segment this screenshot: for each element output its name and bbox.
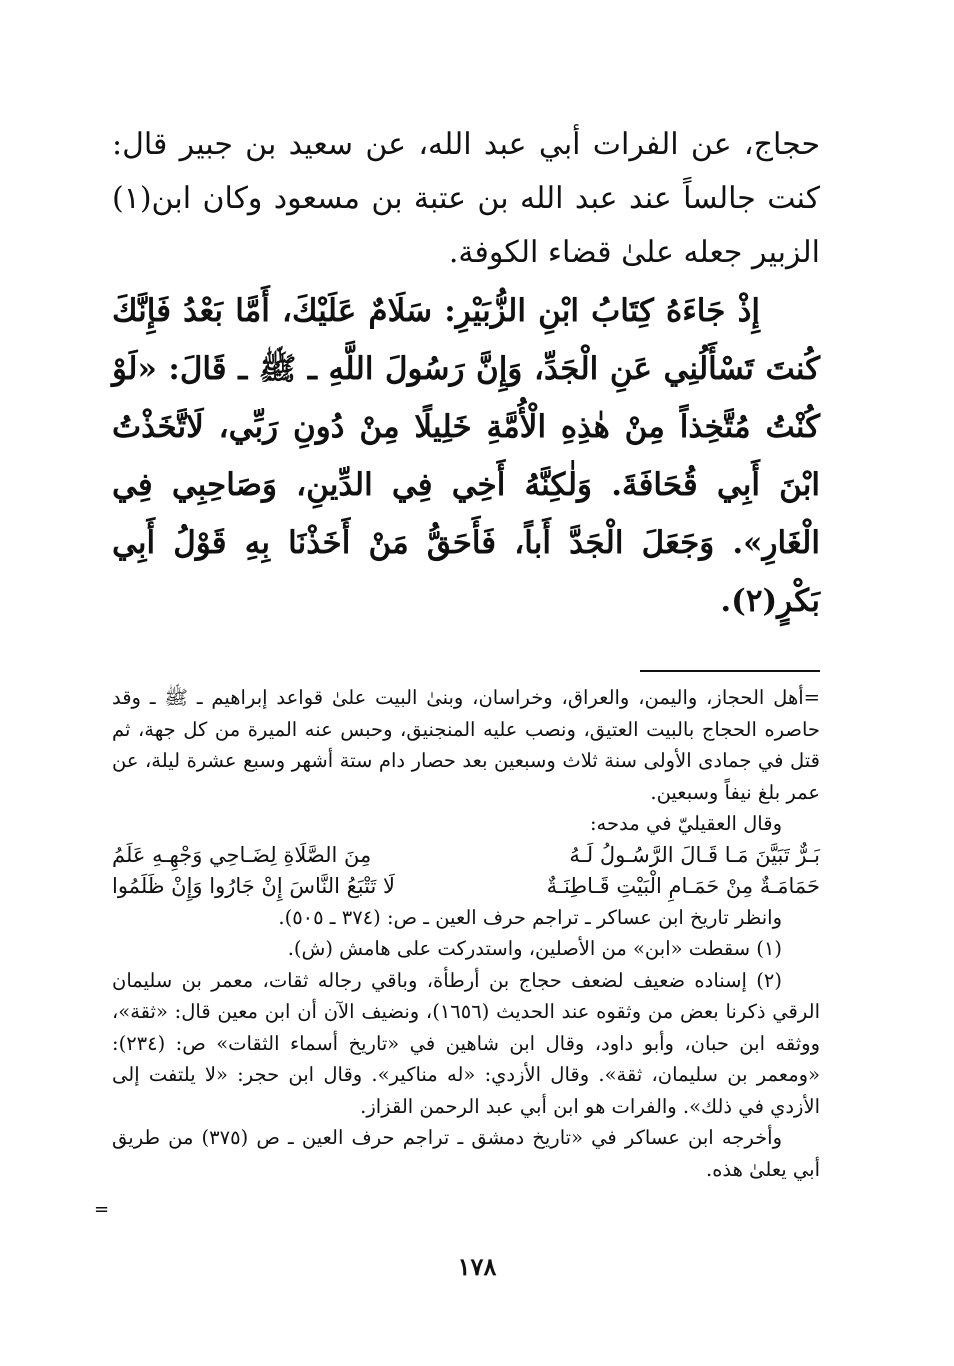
page-number: ١٧٨ <box>457 1252 497 1281</box>
verse-2-second-hemistich: لَا تَتْبَعُ النَّاسَ إِنْ جَارُوا وَإِنْ ظَلَمُوا <box>112 873 395 898</box>
continuation-mark: = <box>94 1199 110 1220</box>
verse-line-2 <box>112 871 820 902</box>
footnote-separator <box>640 670 820 672</box>
footnote-2: (٢) إسناده ضعيف لضعف حجاج بن أرطأة، وباقي رجاله ثقات، معمر بن سليمان الرقي ذكرنا بعض من وثقوه عند الحديث (١٦٥٦)، ونضيف الآن أن ابن معين قال: «ثقة»، ووثقه ابن حبان، وأبو داود، وقال ابن شاهين في «تاريخ أسماء الثقات» ص: (٢٣٤): «ومعمر بن سليمان، ثقة». وقال الأزدي: «له مناكير». وقال ابن حجر: «لا يلتفت إلى الأزدي في ذلك». والفرات هو ابن أبي عبد الرحمن القزاز. <box>112 968 820 1118</box>
footnote-1: (١) سقطت «ابن» من الأصلين، واستدركت على هامش (ش). <box>287 937 782 960</box>
footnote-continuation: =أهل الحجاز، واليمن، والعراق، وخراسان، وبنىٰ البيت علىٰ قواعد إبراهيم ـ ﷺ ـ وقد حاصره الحجاج بالبيت العتيق، ونصب عليه المنجنيق، وحبس عنه الميرة من كل جهة، ثم قتل في جمادى الأولى سنة ثلاث وسبعين بعد حصار دام ستة أشهر وسبع عشرة ليلة، عن عمر بلغ نيفاً وسبعين. <box>112 686 820 804</box>
footnotes <box>112 682 820 1185</box>
verse-1-second-hemistich: مِنَ الصَّلَاةِ لِضَـاحِي وَجْهِـهِ عَلَمُ <box>112 842 372 867</box>
page-body <box>112 118 820 1185</box>
main-text: حجاج، عن الفرات أبي عبد الله، عن سعيد بن جبير قال: كنت جالساً عند عبد الله بن عتبة بن مسعود وكان ابن(١) الزبير جعله علىٰ قضاء الكوفة. <box>112 127 820 270</box>
verse-1-first-hemistich: بَـرٌّ تَبَيَّنَ مَـا قَـالَ الرَّسُـولُ لَـهُ <box>569 842 820 867</box>
verse-2-first-hemistich: حَمَامَـةٌ مِنْ حَمَـامِ الْبَيْتِ قَـاطِنَـةٌ <box>546 873 820 898</box>
hadith-text: إِذْ جَاءَهُ كِتَابُ ابْنِ الزُّبَيْرِ: سَلَامٌ عَلَيْكَ، أَمَّا بَعْدُ فَإِنَّكَ كُنتَ تَسْأَلُنِي عَنِ الْجَدِّ، وَإِنَّ رَسُولَ اللَّهِ ـ ﷺ ـ قَالَ: «لَوْ كُنْتُ مُتَّخِذاً مِنْ هٰذِهِ الْأُمَّةِ خَلِيلًا مِنْ دُونِ رَبِّي، لَاتَّخَذْتُ ابْنَ أَبِي قُحَافَةَ. وَلٰكِنَّهُ أَخِي فِي الدِّينِ، وَصَاحِبِي فِي الْغَارِ». وَجَعَلَ الْجَدَّ أَباً، فَأَحَقُّ مَنْ أَخَذْنَا بِهِ قَوْلُ أَبِي بَكْرٍ(٢). <box>112 293 820 619</box>
verse-line-1 <box>112 840 820 871</box>
footnote-2-takhrij: وأخرجه ابن عساكر في «تاريخ دمشق ـ تراجم حرف العين ـ ص (٣٧٥) من طريق أبي يعلىٰ هذه. <box>112 1126 820 1181</box>
aqili-intro: وقال العقيليّ في مدحه: <box>589 812 782 835</box>
asakir-reference: وانظر تاريخ ابن عساكر ـ تراجم حرف العين ـ ص: (٣٧٤ ـ ٥٠٥). <box>278 905 782 929</box>
